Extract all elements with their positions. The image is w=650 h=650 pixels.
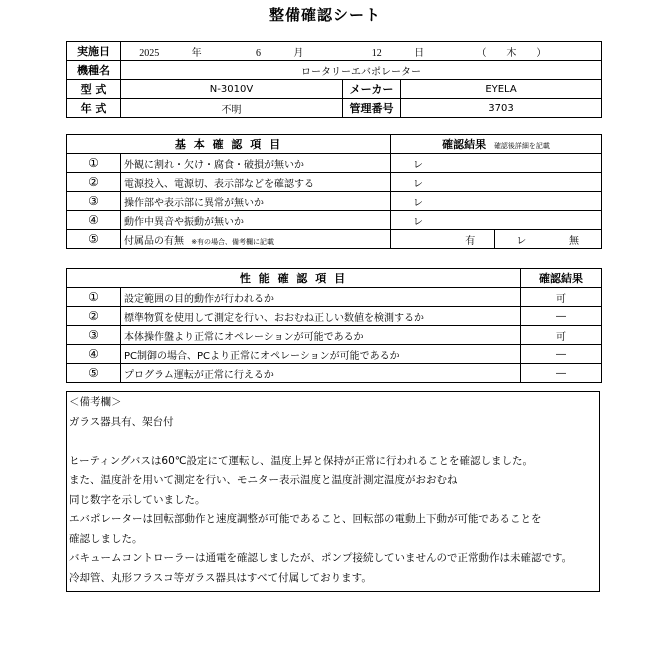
basic-header-row xyxy=(67,135,602,154)
year-value: 2025 xyxy=(139,47,160,59)
basic-row-num: ③ xyxy=(67,192,121,211)
perf-row-num: ② xyxy=(67,307,121,326)
perf-row-result: 可 xyxy=(521,326,602,345)
remarks-box xyxy=(66,391,600,592)
remarks-line: ガラス器具有、架台付 xyxy=(69,415,174,428)
perf-row-result: ― xyxy=(521,307,602,326)
model-year-label: 年 式 xyxy=(67,99,121,118)
basic-row-text: 電源投入、電源切、表示部などを確認する xyxy=(121,173,391,192)
model-value: ロータリーエバポレーター xyxy=(121,61,602,80)
remarks-line: 冷却管、丸形フラスコ等ガラス器具はすべて付属しております。 xyxy=(69,571,372,584)
basic-row-num: ② xyxy=(67,173,121,192)
type-row xyxy=(67,80,602,99)
basic-result-note: 確認後詳細を記載 xyxy=(493,142,550,150)
table-row xyxy=(67,211,602,230)
basic-check-table xyxy=(66,134,602,249)
basic-header: 基 本 確 認 項 目 xyxy=(67,135,391,154)
remarks-line: 確認しました。 xyxy=(69,532,143,545)
date-value xyxy=(121,42,602,61)
table-row xyxy=(67,230,602,249)
year-unit: 年 xyxy=(191,47,202,59)
perf-result-header: 確認結果 xyxy=(521,269,602,288)
table-row xyxy=(67,364,602,383)
table-row xyxy=(67,326,602,345)
remarks-line: また、温度計を用いて測定を行い、モニター表示温度と温度計測定温度がおおむね xyxy=(69,474,458,486)
table-row xyxy=(67,307,602,326)
day-unit: 日 xyxy=(414,47,425,59)
perf-row-text: 設定範囲の目的動作が行われるか xyxy=(121,288,521,307)
remarks-line xyxy=(69,432,597,452)
accessory-text xyxy=(121,230,391,249)
month-unit: 月 xyxy=(293,47,304,59)
basic-row-result: レ xyxy=(391,173,602,192)
perf-row-num: ① xyxy=(67,288,121,307)
basic-result-title: 確認結果 xyxy=(442,138,487,151)
remarks-line: バキュームコントローラーは通電を確認しましたが、ポンプ接続していませんので正常動作は未確認です。 xyxy=(69,552,573,564)
info-table xyxy=(66,41,602,118)
type-value: N-3010V xyxy=(121,80,343,99)
perf-row-num: ④ xyxy=(67,345,121,364)
accessory-note: ※有の場合、備考欄に記載 xyxy=(191,237,275,246)
basic-row-text: 外観に割れ・欠け・腐食・破損が無いか xyxy=(121,154,391,173)
perf-row-text: 本体操作盤より正常にオペレーションが可能であるか xyxy=(121,326,521,345)
model-label: 機種名 xyxy=(67,61,121,80)
basic-row-num: ④ xyxy=(67,211,121,230)
accessory-label: 付属品の有無 xyxy=(124,235,184,247)
basic-row-num: ⑤ xyxy=(67,230,121,249)
model-year-value: 不明 xyxy=(121,99,343,118)
perf-row-num: ③ xyxy=(67,326,121,345)
mgmt-label: 管理番号 xyxy=(343,99,401,118)
perf-row-num: ⑤ xyxy=(67,364,121,383)
basic-row-num: ① xyxy=(67,154,121,173)
basic-result-header xyxy=(391,135,602,154)
mgmt-value: 3703 xyxy=(401,99,602,118)
perf-header-row xyxy=(67,269,602,288)
remarks-line: 同じ数字を示していました。 xyxy=(69,493,206,506)
page-title: 整備確認シート xyxy=(268,6,381,24)
basic-row-text: 操作部や表示部に異常が無いか xyxy=(121,192,391,211)
performance-check-table xyxy=(66,268,602,383)
basic-row-result: レ xyxy=(391,192,602,211)
perf-row-result: 可 xyxy=(521,288,602,307)
maker-label: メーカー xyxy=(343,80,401,99)
day-value: 12 xyxy=(371,47,382,59)
remarks-line: エバポレーターは回転部動作と速度調整が可能であること、回転部の電動上下動が可能であることを xyxy=(69,513,542,525)
table-row xyxy=(67,345,602,364)
accessory-yes: 有 xyxy=(447,230,495,249)
perf-row-text: 標準物質を使用して測定を行い、おおむね正しい数値を検測するか xyxy=(121,307,521,326)
remarks-line: ヒーティングバスは60℃設定にて運転し、温度上昇と保持が正常に行われることを確認しました。 xyxy=(69,454,534,467)
date-label: 実施日 xyxy=(67,42,121,61)
type-label: 型 式 xyxy=(67,80,121,99)
accessory-spacer xyxy=(391,230,447,249)
basic-row-result: レ xyxy=(391,211,602,230)
accessory-check: レ xyxy=(495,230,548,249)
year-row xyxy=(67,99,602,118)
model-row xyxy=(67,61,602,80)
basic-row-text: 動作中異音や振動が無いか xyxy=(121,211,391,230)
maker-value: EYELA xyxy=(401,80,602,99)
month-value: 6 xyxy=(255,47,261,59)
date-row xyxy=(67,42,602,61)
table-row xyxy=(67,173,602,192)
table-row xyxy=(67,154,602,173)
table-row xyxy=(67,288,602,307)
perf-row-result: ― xyxy=(521,364,602,383)
accessory-no: 無 xyxy=(548,230,602,249)
table-row xyxy=(67,192,602,211)
weekday-value: （ 木 ） xyxy=(476,47,547,59)
perf-row-text: PC制御の場合、PCより正常にオペレーションが可能であるか xyxy=(121,345,521,364)
perf-row-result: ― xyxy=(521,345,602,364)
perf-header: 性 能 確 認 項 目 xyxy=(67,269,521,288)
perf-row-text: プログラム運転が正常に行えるか xyxy=(121,364,521,383)
basic-row-result: レ xyxy=(391,154,602,173)
remarks-title: ＜備考欄＞ xyxy=(69,396,122,408)
